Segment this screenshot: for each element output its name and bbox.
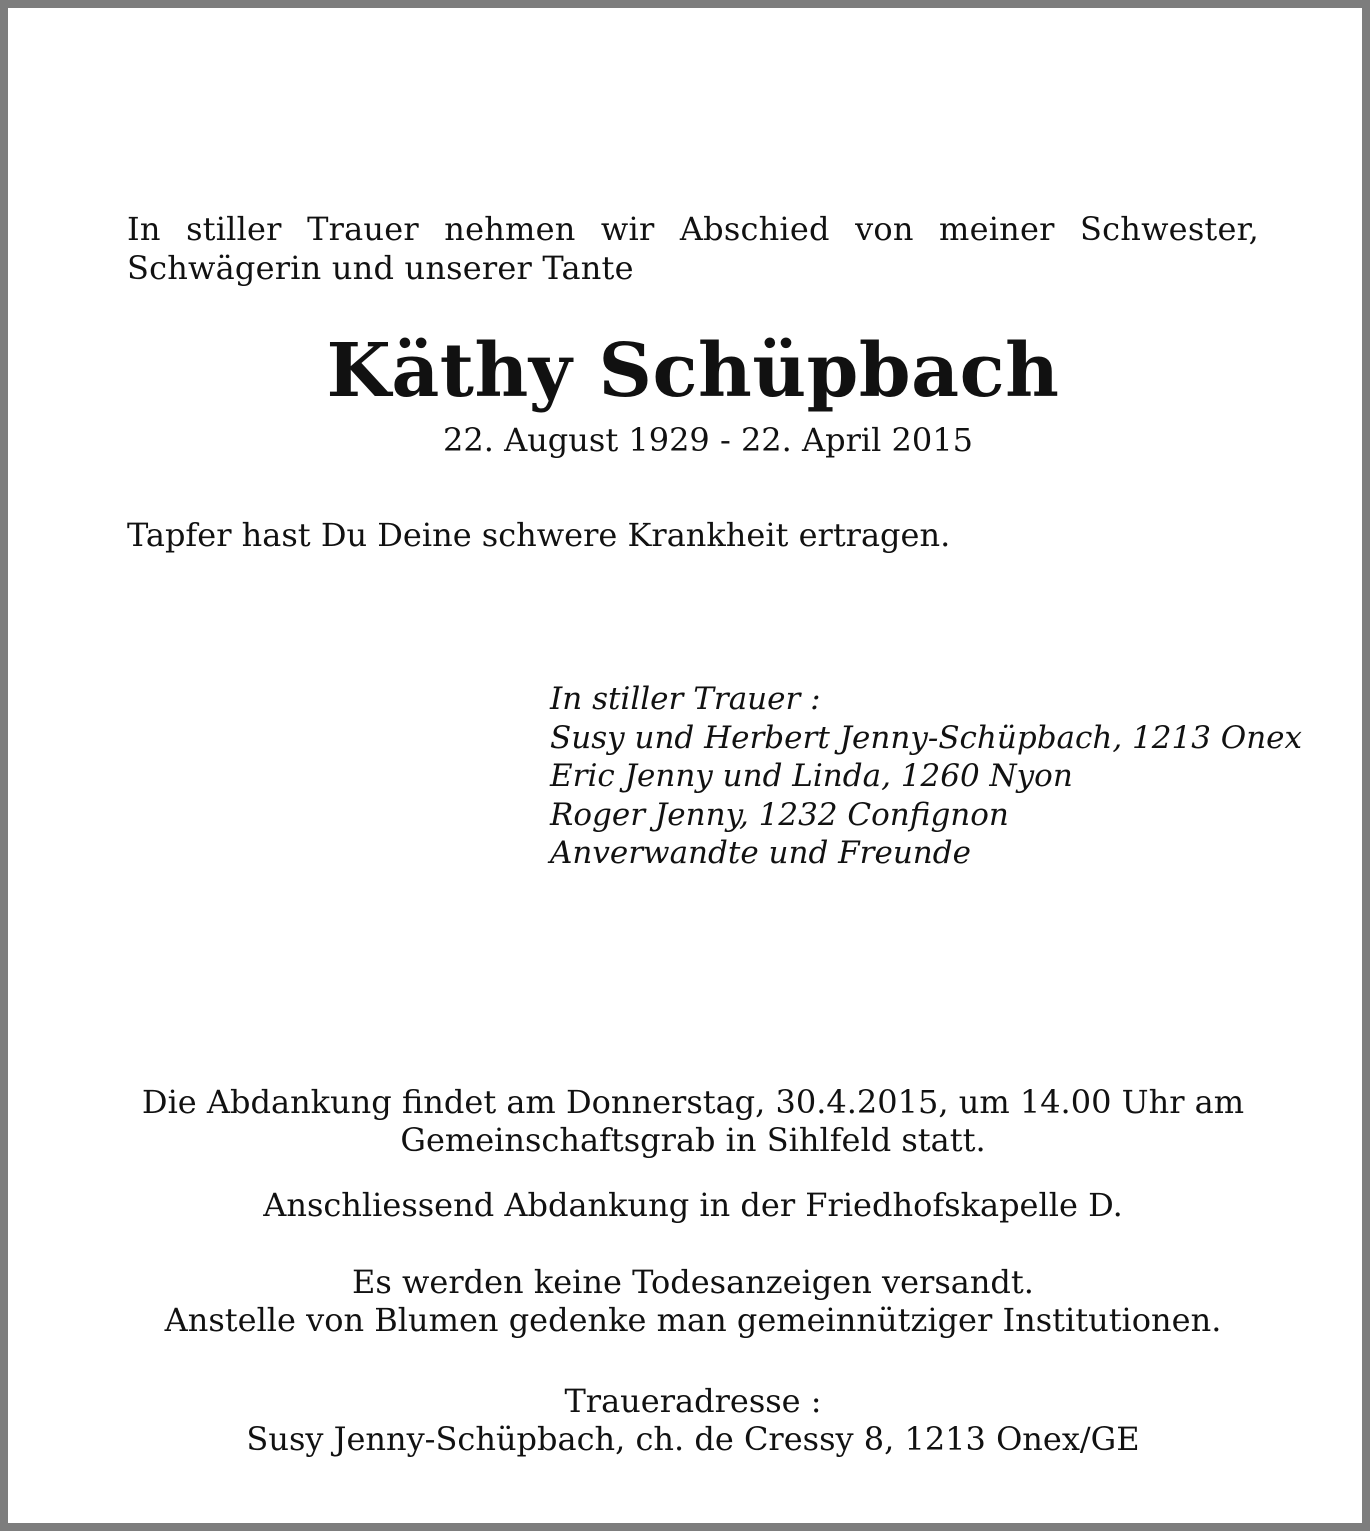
- after-service-info: Anschliessend Abdankung in der Friedhofskapelle D.: [263, 1186, 1123, 1224]
- mourner-line: Roger Jenny, 1232 Confignon: [550, 796, 1009, 833]
- intro-line-2: Schwägerin und unserer Tante: [127, 249, 634, 287]
- motto-text: Tapfer hast Du Deine schwere Krankheit ertragen.: [127, 516, 951, 554]
- service-line-1: Die Abdankung findet am Donnerstag, 30.4.2015, um 14.00 Uhr am: [141, 1083, 1245, 1121]
- mourners-block: [550, 680, 1330, 873]
- mourners-heading: In stiller Trauer :: [550, 681, 821, 717]
- service-info: [8, 1083, 1370, 1159]
- address-heading: Traueradresse :: [564, 1382, 822, 1420]
- service-line-2: Gemeinschaftsgrab in Sihlfeld statt.: [400, 1121, 986, 1159]
- intro-line-1: In stiller Trauer nehmen wir Abschied von meiner Schwester,: [127, 210, 1259, 248]
- notice-line-1: Es werden keine Todesanzeigen versandt.: [352, 1263, 1034, 1301]
- notice-text: [8, 1263, 1370, 1339]
- address-line: Susy Jenny-Schüpbach, ch. de Cressy 8, 1213 Onex/GE: [246, 1420, 1140, 1458]
- mourner-line: Eric Jenny und Linda, 1260 Nyon: [550, 758, 1073, 794]
- life-dates: 22. August 1929 - 22. April 2015: [443, 421, 973, 459]
- notice-line-2: Anstelle von Blumen gedenke man gemeinnütziger Institutionen.: [164, 1301, 1222, 1339]
- mourning-address: [8, 1382, 1370, 1458]
- mourner-line: Susy und Herbert Jenny-Schüpbach, 1213 Onex: [550, 719, 1303, 756]
- deceased-name: Käthy Schüpbach: [326, 328, 1060, 414]
- intro-text: [127, 210, 1259, 288]
- mourner-line: Anverwandte und Freunde: [550, 835, 971, 871]
